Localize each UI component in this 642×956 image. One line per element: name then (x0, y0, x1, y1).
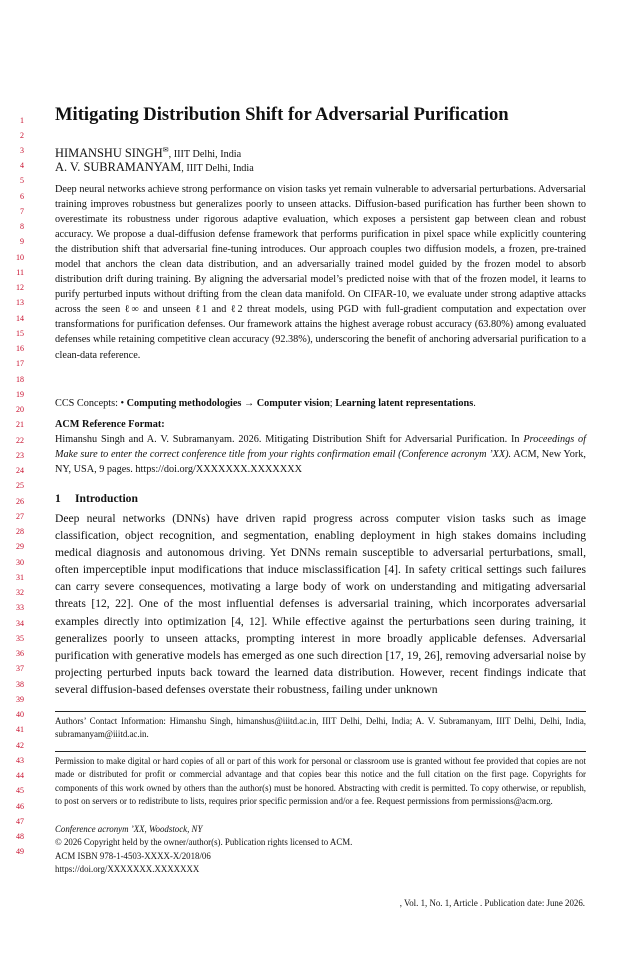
permission-divider (55, 751, 586, 752)
author-contact-info: Authors’ Contact Information: Himanshu Singh, himanshus@iiitd.ac.in, IIIT Delhi, Delhi, India; A. V. Subramanyam, IIIT Delhi, Delhi, India, subramanyam@iiitd.ac.in. (55, 716, 586, 740)
line-number: 18 (16, 375, 24, 384)
line-number: 28 (16, 527, 24, 536)
line-number: 14 (16, 314, 24, 323)
line-number: 12 (16, 283, 24, 292)
line-number: 35 (16, 634, 24, 643)
ccs-concept-2: Learning latent representations (335, 398, 474, 409)
acm-reference-proceedings: Proceedings of Make sure to enter the correct conference title from your rights confirmation email (Conference acronym ’XX). (55, 434, 586, 461)
line-number: 26 (16, 497, 24, 506)
author-2-affiliation: , IIIT Delhi, India (181, 163, 254, 174)
line-number: 27 (16, 512, 24, 521)
page-footer: , Vol. 1, No. 1, Article . Publication date: June 2026. (399, 898, 585, 908)
abstract: Deep neural networks achieve strong performance on vision tasks yet remain vulnerable to adversarial perturbations. Adversarial training improves robustness but generalizes poorly to unseen attacks. Diffusion-based purification has further been shown to overestimate its robustness under rigorous adaptive evaluation, which exposes a persistent gap between clean and robust accuracy. We propose a dual-diffusion defense framework that performs purification in pixel space while explicitly countering the distribution shift that adversarial fine-tuning introduces. Our approach couples two diffusion models, a frozen, pre-trained model that anchors the clean data distribution, and an adversarially trained model guided by the frozen model to absorb distribution drift during training. By aligning the adversarial model’s predicted noise with that of the frozen model, it learns to purify perturbed inputs without drifting from the clean data manifold. On CIFAR-10, we evaluate under strong adaptive attacks across the seen ℓ∞ and unseen ℓ1 and ℓ2 threat models, using PGD with full-gradient computation and expectation over transformations for purification defenses. Our framework attains the highest average robust accuracy (63.80%) among evaluated defenses while retaining competitive clean accuracy (92.38%), underscoring the benefit of anchoring adversarial purification to a clean-data reference. (55, 184, 586, 361)
author-2-name: A. V. SUBRAMANYAM (55, 160, 182, 174)
line-number: 32 (16, 588, 24, 597)
line-number: 2 (20, 131, 24, 140)
section-number: 1 (55, 492, 61, 505)
conference-info: Conference acronym ’XX, Woodstock, NY (55, 824, 203, 834)
line-number: 5 (20, 176, 24, 185)
line-number: 6 (20, 192, 24, 201)
line-number: 38 (16, 680, 24, 689)
isbn: ACM ISBN 978-1-4503-XXXX-X/2018/06 (55, 850, 211, 861)
line-number: 48 (16, 832, 24, 841)
ccs-concept-1: Computing methodologies → Computer vision (126, 398, 330, 409)
line-number: 45 (16, 786, 24, 795)
line-number: 16 (16, 344, 24, 353)
line-number: 4 (20, 161, 24, 170)
paper-title: Mitigating Distribution Shift for Adversarial Purification (55, 104, 509, 125)
section-heading (55, 491, 138, 507)
line-number: 30 (16, 558, 24, 567)
permission-notice: Permission to make digital or hard copies of all or part of this work for personal or classroom use is granted without fee provided that copies are not made or distributed for profit or commercial advantage and that copies bear this notice and the full citation on the first page. Copyrights for components of this work owned by others than the author(s) must be honored. Abstracting with credit is permitted. To copy otherwise, or republish, to post on servers or to redistribute to lists, requires prior specific permission and/or a fee. Request permissions from permissions@acm.org. (55, 756, 586, 806)
doi-link[interactable]: https://doi.org/XXXXXXX.XXXXXXX (55, 864, 200, 875)
line-number: 41 (16, 725, 24, 734)
line-number: 19 (16, 390, 24, 399)
acm-reference (55, 432, 586, 477)
author-2 (55, 160, 254, 176)
line-number: 22 (16, 436, 24, 445)
ccs-label: CCS Concepts: • (55, 398, 127, 409)
copyright-notice: © 2026 Copyright held by the owner/author(s). Publication rights licensed to ACM. (55, 837, 353, 848)
introduction-paragraph: Deep neural networks (DNNs) have driven rapid progress across computer vision tasks such as image classification, object recognition, and segmentation, enabling deployment in high stakes domains including medical diagnosis and autonomous driving. Yet DNNs remain susceptible to adversarial perturbations, small, often imperceptible input modifications that induce misclassification [4]. In safety critical settings such failures can carry severe consequences, motivating a large body of work on understanding and mitigating adversarial threats [12, 22]. One of the most influential defenses is adversarial training, which incorporates adversarial examples directly into optimization [4, 12]. While effective against the perturbations seen during training, it generalizes poorly to unseen attacks, prompting interest in more broadly applicable defenses. Adversarial purification with generative models has emerged as one such direction [17, 19, 26], removing adversarial noise by projecting perturbed inputs back toward the learned data distribution. However, recent findings indicate that several diffusion-based defenses overstate their robustness, failing under unknown (55, 512, 586, 696)
line-number: 15 (16, 329, 24, 338)
line-number: 10 (16, 253, 24, 262)
author-1-name: HIMANSHU SINGH (55, 146, 163, 161)
line-number: 23 (16, 451, 24, 460)
line-number: 43 (16, 756, 24, 765)
publication-metadata (55, 823, 586, 877)
line-number: 46 (16, 802, 24, 811)
footnote-divider (55, 711, 586, 712)
line-number: 1 (20, 116, 24, 125)
line-number: 34 (16, 619, 24, 628)
acm-reference-text: Himanshu Singh and A. V. Subramanyam. 2026. Mitigating Distribution Shift for Adversarial Purification. In (55, 434, 524, 445)
line-number: 21 (16, 420, 24, 429)
line-number: 8 (20, 222, 24, 231)
line-number: 9 (20, 237, 24, 246)
ccs-separator: ; (329, 398, 336, 409)
acm-reference-publisher: ACM, New York, NY, USA, 9 pages. https://doi.org/XXXXXXX.XXXXXXX (55, 449, 586, 476)
line-number: 25 (16, 481, 24, 490)
author-1-affiliation: , IIIT Delhi, India (168, 149, 242, 161)
line-number: 39 (16, 695, 24, 704)
line-number: 47 (16, 817, 24, 826)
line-number: 37 (16, 664, 24, 673)
line-number: 29 (16, 542, 24, 551)
line-number: 7 (20, 207, 24, 216)
line-number: 13 (16, 298, 24, 307)
line-number: 11 (16, 268, 24, 277)
line-number: 42 (16, 741, 24, 750)
section-title: Introduction (75, 492, 138, 505)
acm-reference-heading: ACM Reference Format: (55, 419, 165, 430)
ccs-concepts (55, 396, 586, 411)
line-number: 3 (20, 146, 24, 155)
line-number: 49 (16, 847, 24, 856)
line-number: 31 (16, 573, 24, 582)
line-number: 44 (16, 771, 24, 780)
line-number: 40 (16, 710, 24, 719)
line-number: 36 (16, 649, 24, 658)
line-number: 20 (16, 405, 24, 414)
line-number: 24 (16, 466, 24, 475)
line-number: 17 (16, 359, 24, 368)
ccs-end: . (473, 398, 476, 409)
envelope-icon: ✉ (162, 146, 169, 154)
line-number: 33 (16, 603, 24, 612)
